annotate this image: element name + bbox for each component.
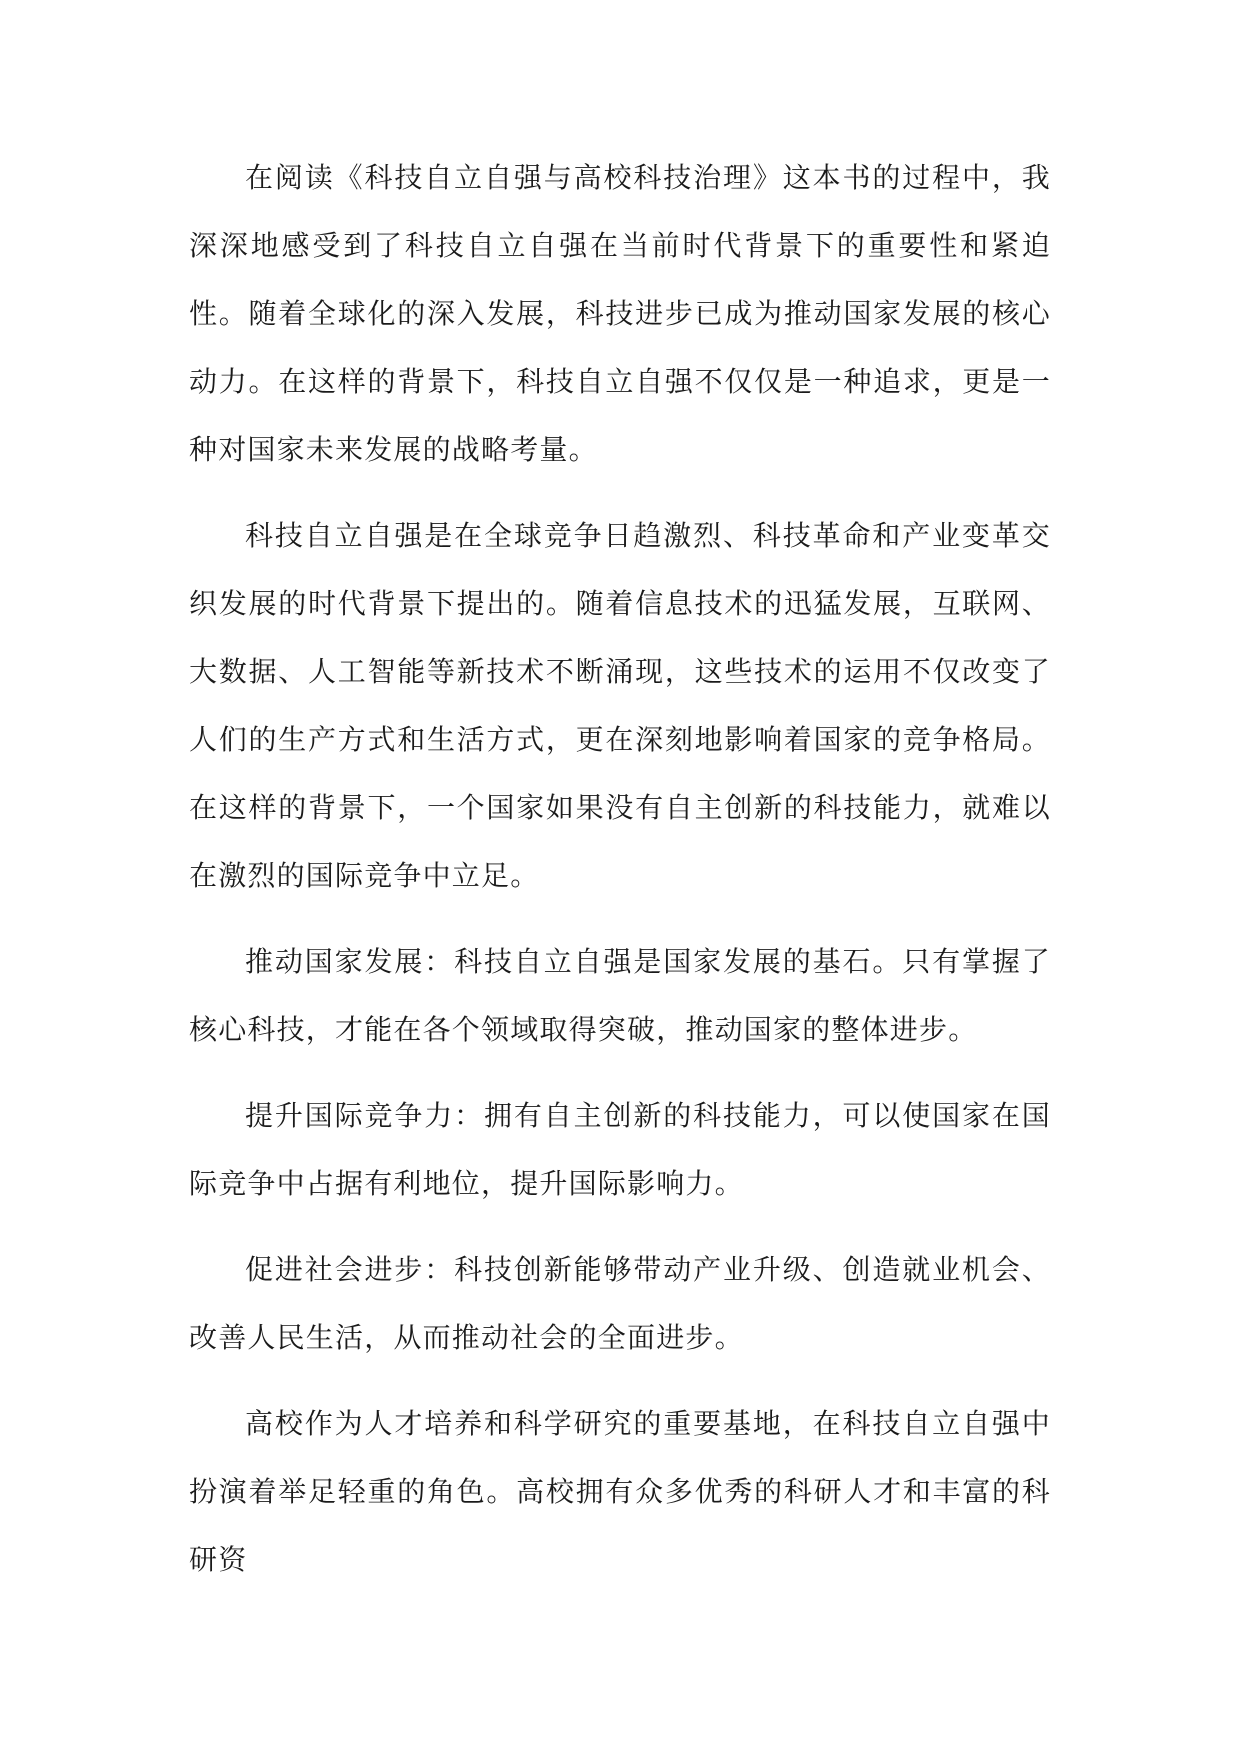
paragraph-universities: 高校作为人才培养和科学研究的重要基地，在科技自立自强中扮演着举足轻重的角色。高校拥有众多优秀的科研人才和丰富的科研资	[189, 1407, 1051, 1576]
document-body	[189, 144, 1051, 1594]
paragraph-national-development: 推动国家发展：科技自立自强是国家发展的基石。只有掌握了核心科技，才能在各个领域取得突破，推动国家的整体进步。	[189, 945, 1051, 1046]
paragraph-international-competitiveness: 提升国际竞争力：拥有自主创新的科技能力，可以使国家在国际竞争中占据有利地位，提升国际影响力。	[189, 1099, 1051, 1200]
paragraph-background: 科技自立自强是在全球竞争日趋激烈、科技革命和产业变革交织发展的时代背景下提出的。随着信息技术的迅猛发展，互联网、大数据、人工智能等新技术不断涌现，这些技术的运用不仅改变了人们的生产方式和生活方式，更在深刻地影响着国家的竞争格局。在这样的背景下，一个国家如果没有自主创新的科技能力，就难以在激烈的国际竞争中立足。	[189, 519, 1051, 892]
paragraph-intro: 在阅读《科技自立自强与高校科技治理》这本书的过程中，我深深地感受到了科技自立自强在当前时代背景下的重要性和紧迫性。随着全球化的深入发展，科技进步已成为推动国家发展的核心动力。在这样的背景下，科技自立自强不仅仅是一种追求，更是一种对国家未来发展的战略考量。	[189, 161, 1051, 466]
paragraph-social-progress: 促进社会进步：科技创新能够带动产业升级、创造就业机会、改善人民生活，从而推动社会的全面进步。	[189, 1253, 1051, 1354]
